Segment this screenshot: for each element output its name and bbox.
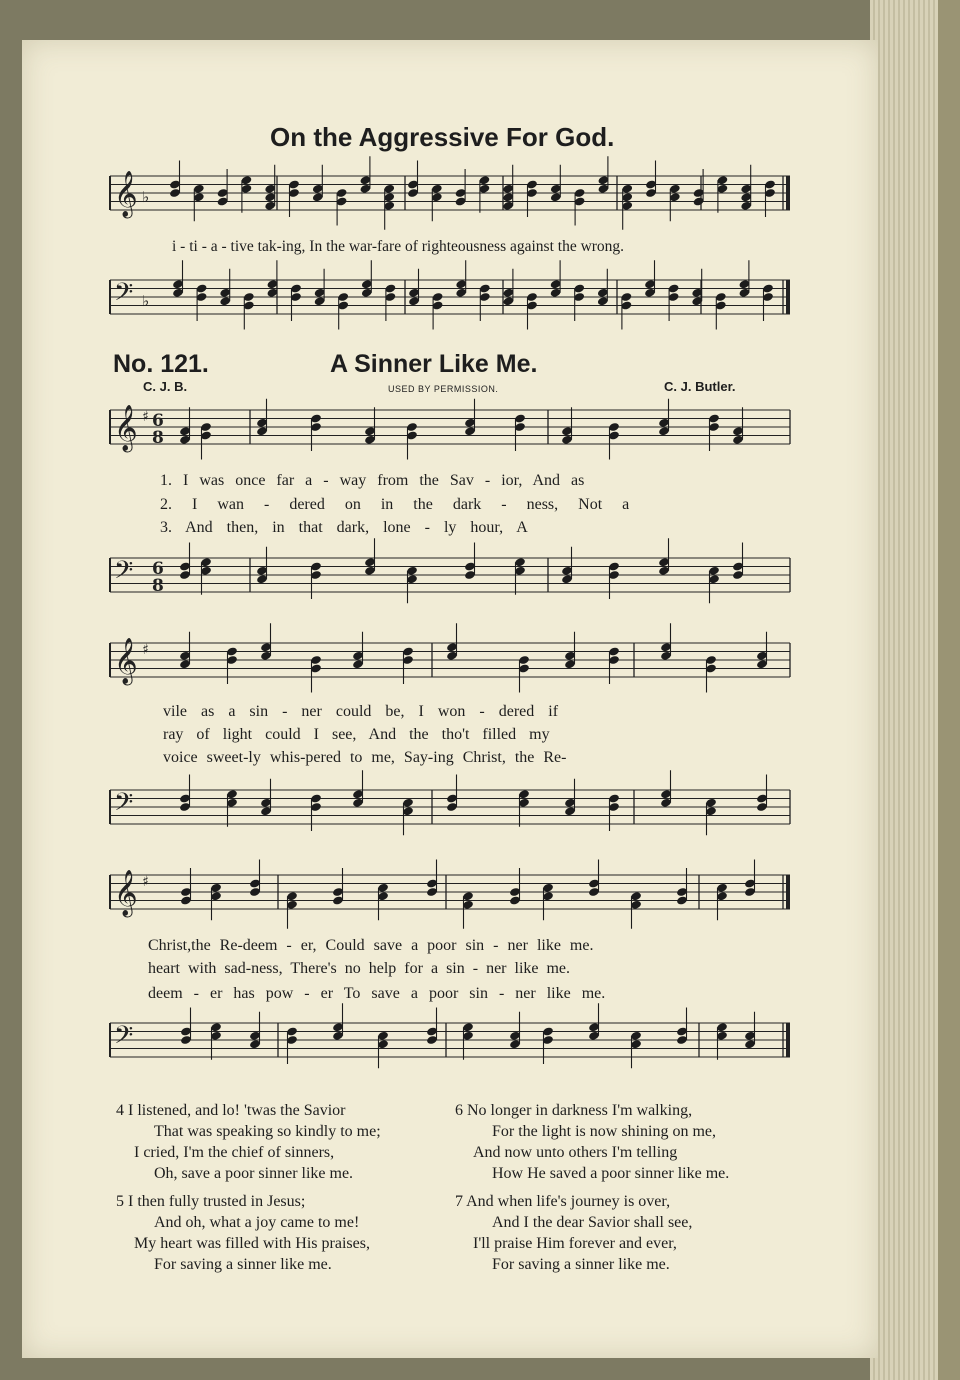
- verse-line: I cried, I'm the chief of sinners,: [134, 1144, 335, 1161]
- lyric-line-s1-v3: 3. And then, in that dark, lone - ly hour, A: [160, 519, 528, 536]
- verse-line: 4 I listened, and lo! 'twas the Savior: [116, 1102, 346, 1119]
- hymn-title: A Sinner Like Me.: [330, 350, 538, 378]
- hymn-number: No. 121.: [113, 350, 209, 378]
- key-signature-flat: ♭: [142, 188, 150, 206]
- verse-line: And now unto others I'm telling: [473, 1144, 678, 1161]
- bass-clef: 𝄢: [114, 788, 134, 823]
- verse-line: And I the dear Savior shall see,: [492, 1214, 693, 1231]
- verse-line: 5 I then fully trusted in Jesus;: [116, 1193, 306, 1210]
- verse-line: And oh, what a joy came to me!: [154, 1214, 360, 1231]
- time-signature-bottom: 8: [152, 428, 164, 448]
- lyric-line-s2-v2: ray of light could I see, And the tho't filled my: [163, 726, 550, 743]
- treble-clef: 𝄞: [114, 171, 138, 217]
- lyric-line-s3-v1: Christ,the Re-deem - er, Could save a poor sin - ner like me.: [148, 937, 594, 954]
- permission-note: USED BY PERMISSION.: [388, 384, 499, 394]
- verse-6: [455, 1100, 729, 1184]
- lyric-line-s1-v1: 1. I was once far a - way from the Sav - ior, And as: [160, 472, 585, 489]
- verse-line: My heart was filled with His praises,: [134, 1235, 370, 1252]
- verse-line: For saving a sinner like me.: [492, 1256, 670, 1273]
- lyric-line-s3-v2: heart with sad-ness, There's no help for a sin - ner like me.: [148, 960, 571, 977]
- bass-clef: 𝄢: [114, 1021, 134, 1056]
- lyric-line-s1-v2: 2. I wan - dered on in the dark - ness, Not a: [160, 496, 630, 513]
- verse-line: I'll praise Him forever and ever,: [473, 1235, 677, 1252]
- verse-line: 6 No longer in darkness I'm walking,: [455, 1102, 693, 1119]
- verse-line: 7 And when life's journey is over,: [455, 1193, 671, 1210]
- treble-clef: 𝄞: [114, 870, 138, 916]
- verse-line: For saving a sinner like me.: [154, 1256, 332, 1273]
- time-signature-top: 6: [152, 559, 164, 579]
- verse-line: How He saved a poor sinner like me.: [492, 1165, 730, 1182]
- lyric-line-s3-v3: deem - er has pow - er To save a poor sin - ner like me.: [148, 985, 606, 1002]
- verse-line: For the light is now shining on me,: [492, 1123, 716, 1140]
- lyric-line-s2-v1: vile as a sin - ner could be, I won - dered if: [163, 703, 559, 720]
- key-signature-sharp: ♯: [142, 874, 149, 890]
- verse-line: That was speaking so kindly to me;: [154, 1123, 381, 1140]
- time-signature-bottom: 8: [152, 576, 164, 596]
- verse-5: [116, 1191, 370, 1275]
- prev-hymn-title: On the Aggressive For God.: [270, 122, 615, 152]
- bass-clef: 𝄢: [114, 556, 134, 591]
- lyric-line-s2-v3: voice sweet-ly whis-pered to me, Say-ing Christ, the Re-: [163, 749, 567, 766]
- music-credit: C. J. Butler.: [664, 379, 736, 394]
- treble-clef: 𝄞: [114, 638, 138, 684]
- verse-4: [116, 1100, 381, 1184]
- bass-clef: 𝄢: [114, 278, 134, 313]
- treble-clef: 𝄞: [114, 405, 138, 451]
- verse-7: [455, 1191, 692, 1275]
- verse-line: Oh, save a poor sinner like me.: [154, 1165, 354, 1182]
- key-signature-sharp: ♯: [142, 409, 149, 425]
- words-credit: C. J. B.: [143, 379, 188, 394]
- time-signature-top: 6: [152, 411, 164, 431]
- key-signature-flat: ♭: [142, 292, 150, 310]
- prev-hymn-lyric: i - ti - a - tive tak-ing, In the war-fare of righteousness against the wrong.: [172, 238, 625, 255]
- key-signature-sharp: ♯: [142, 642, 149, 658]
